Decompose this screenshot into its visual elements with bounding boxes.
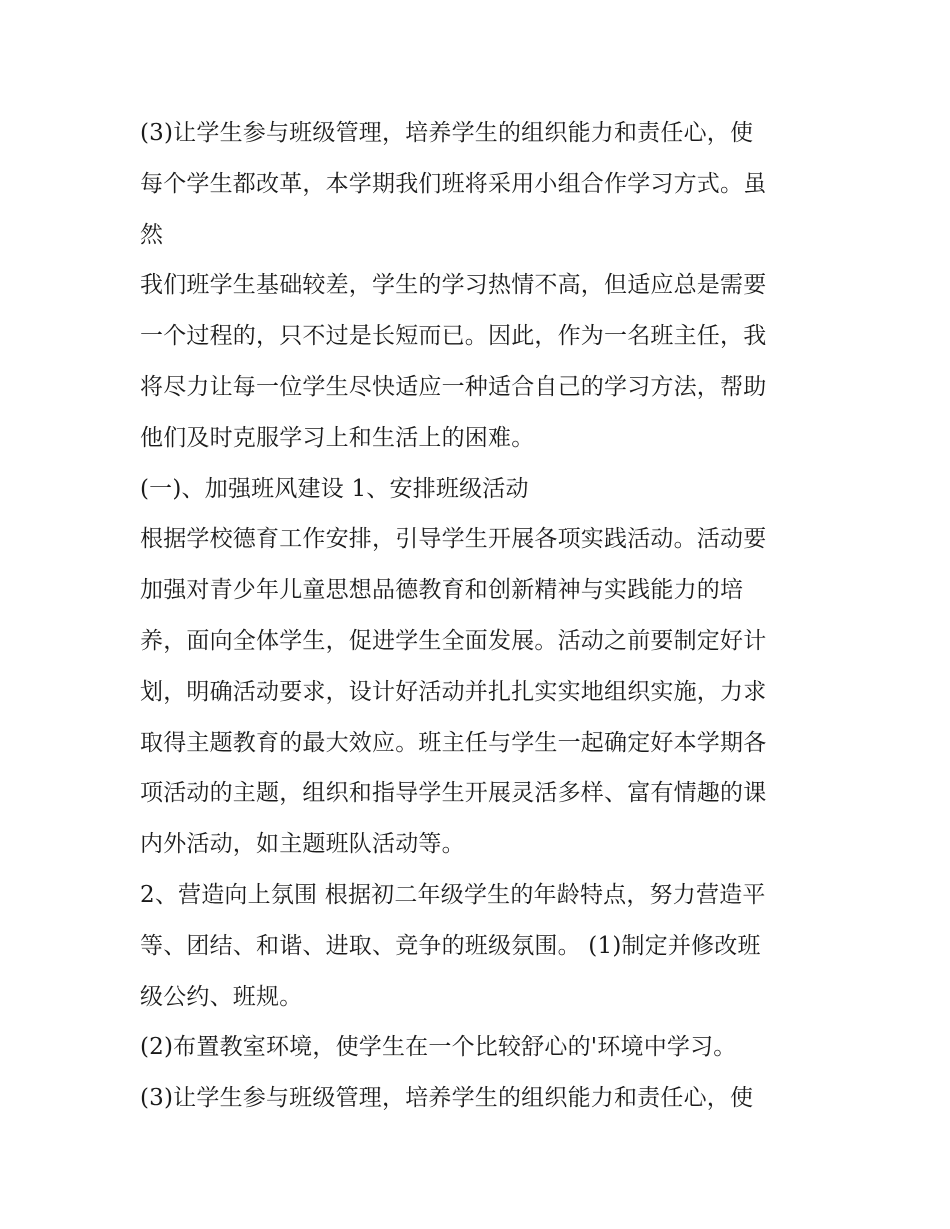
text-line: (3)让学生参与班级管理，培养学生的组织能力和责任心，使 (140, 120, 754, 146)
text-line: 等、团结、和谐、进取、竞争的班级氛围。 (1)制定并修改班 (140, 932, 761, 959)
text-line: 项活动的主题，组织和指导学生开展灵活多样、富有情趣的课 (140, 780, 767, 807)
text-line: 2、营造向上氛围 根据初二年级学生的年龄特点，努力营造平 (140, 881, 766, 908)
text-line: (2)布置教室环境，使学生在一个比较舒心的'环境中学习。 (140, 1034, 737, 1061)
text-line: 每个学生都改革，本学期我们班将采用小组合作学习方式。虽 (140, 170, 767, 197)
text-line: 我们班学生基础较差，学生的学习热情不高，但适应总是需要 (140, 272, 767, 299)
document-body (140, 108, 820, 1124)
text-line: 将尽力让每一位学生尽快适应一种适合自己的学习方法，帮助 (140, 373, 767, 400)
text-line: 加强对青少年儿童思想品德教育和创新精神与实践能力的培 (140, 577, 744, 604)
section-heading: (一)、加强班风建设 1、安排班级活动 (140, 475, 529, 502)
text-line: 一个过程的，只不过是长短而已。因此，作为一名班主任，我 (140, 323, 767, 350)
text-line: 养，面向全体学生，促进学生全面发展。活动之前要制定好计 (140, 627, 767, 654)
text-line: 内外活动，如主题班队活动等。 (140, 831, 465, 858)
text-line: 级公约、班规。 (140, 983, 303, 1010)
text-line: 他们及时克服学习上和生活上的困难。 (140, 424, 535, 451)
text-line: 然 (140, 221, 164, 248)
text-line: 根据学校德育工作安排，引导学生开展各项实践活动。活动要 (140, 526, 767, 553)
text-line: (3)让学生参与班级管理，培养学生的组织能力和责任心，使 (140, 1085, 754, 1112)
text-line: 取得主题教育的最大效应。班主任与学生一起确定好本学期各 (140, 729, 767, 756)
text-line: 划，明确活动要求，设计好活动并扎扎实实地组织实施，力求 (140, 678, 767, 705)
